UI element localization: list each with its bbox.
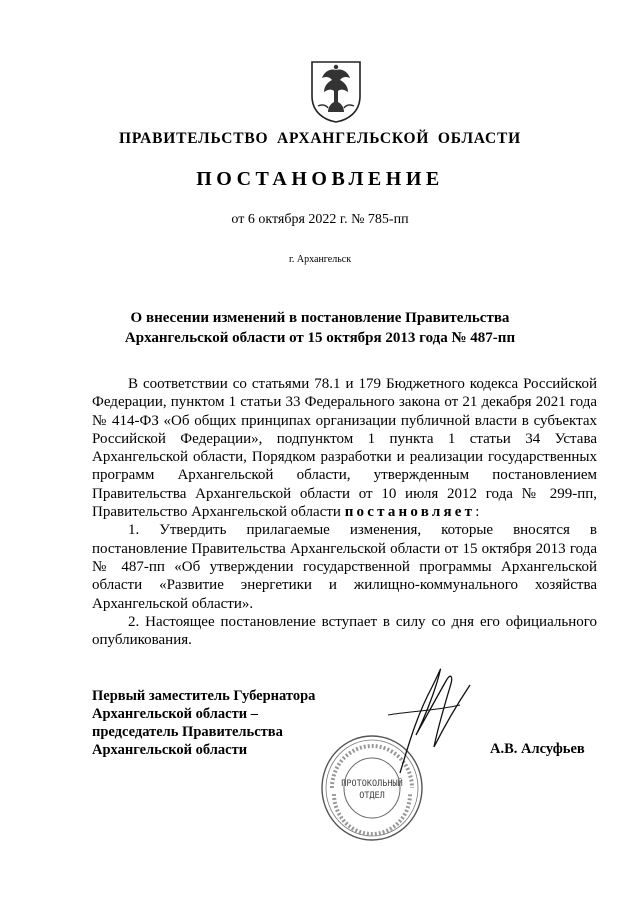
government-name: ПРАВИТЕЛЬСТВО АРХАНГЕЛЬСКОЙ ОБЛАСТИ	[118, 130, 521, 147]
decree-word: постановляет	[344, 504, 476, 521]
document-date-number: от 6 октября 2022 г. № 785-пп	[231, 212, 409, 227]
position-line-2: Архангельской области –	[92, 706, 258, 722]
subject-line-2: Архангельской области от 15 октября 2013 года № 487-пп	[124, 330, 516, 346]
seal-center-line-2: ОТДЕЛ	[359, 791, 385, 801]
signatory-name: А.В. Алсуфьев	[490, 741, 585, 757]
position-line-1: Первый заместитель Губернатора	[92, 688, 316, 704]
item-1-paragraph: 1. Утвердить прилагаемые изменения, которые вносятся в постановление Правительства Архангельской области от 15 октября 2013 года № 487-пп «Об утверждении государственной программы Архангельской области «Развитие энергетики и жилищно-коммунального хозяйства Архангельской области».	[92, 522, 597, 612]
document-body	[92, 375, 597, 649]
preamble-paragraph	[92, 375, 597, 521]
subject-line-1: О внесении изменений в постановление Правительства	[130, 310, 510, 326]
coat-of-arms-icon	[308, 58, 364, 124]
position-line-3: председатель Правительства	[92, 724, 283, 740]
handwritten-signature-icon	[380, 655, 480, 775]
document-type-title: ПОСТАНОВЛЕНИЕ	[196, 168, 444, 190]
decree-suffix: :	[475, 504, 480, 521]
preamble-text: В соответствии со статьями 78.1 и 179 Бюджетного кодекса Российской Федерации, пунктом 1 статьи 33 Федерального закона от 21 декабря 2021 года № 414-ФЗ «Об общих принципах организации публичной власти в субъектах Российской Федерации», подпунктом 1 пункта 1 статьи 34 Устава Архангельской области, Порядком разработки и реализации государственных программ Архангельской области, утвержденным постановлением Правительства Архангельской области от 10 июля 2012 года № 299-пп, Правительство Архангельской области	[92, 376, 597, 521]
document-city: г. Архангельск	[288, 254, 352, 265]
document-subject	[0, 308, 640, 348]
item-2-paragraph: 2. Настоящее постановление вступает в силу со дня его официального опубликования.	[92, 613, 597, 649]
position-line-4: Архангельской области	[92, 742, 248, 758]
seal-center-line-1: ПРОТОКОЛЬНЫЙ	[341, 779, 403, 789]
